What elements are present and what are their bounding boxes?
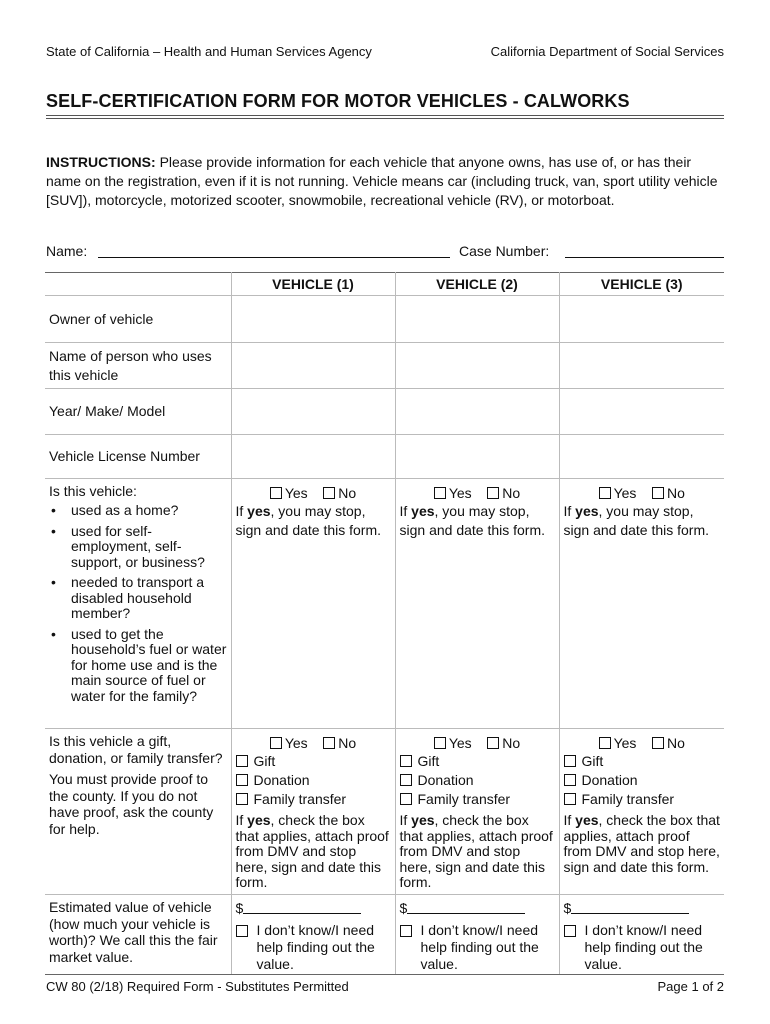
department-name: California Department of Social Services: [490, 44, 724, 59]
exempt-question: Is this vehicle:: [49, 483, 137, 499]
owner-vehicle-3[interactable]: [559, 296, 724, 343]
value-input-2[interactable]: [407, 901, 525, 914]
donation-option-label: Donation: [417, 772, 474, 788]
dont-know-checkbox-3[interactable]: [564, 925, 576, 937]
no-label: No: [667, 735, 685, 751]
form-id: CW 80 (2/18) Required Form - Substitutes Permitted: [46, 979, 349, 994]
note-suffix: , check the box that applies, attach proof from DMV and stop here, sign and date this form.: [399, 812, 553, 890]
exempt-no-checkbox-3[interactable]: [652, 487, 664, 499]
instructions-label: INSTRUCTIONS:: [46, 154, 156, 170]
note-suffix: , check the box that applies, attach proof from DMV and stop here, sign and date this form.: [235, 812, 389, 890]
note-bold: yes: [411, 503, 435, 519]
family-transfer-checkbox-1[interactable]: [236, 793, 248, 805]
agency-name: State of California – Health and Human Services Agency: [46, 44, 372, 59]
case-number-label: Case Number:: [459, 243, 550, 259]
user-label-line1: Name of person who uses: [49, 347, 212, 364]
value-input-1[interactable]: [243, 901, 361, 914]
gift-checkbox-2[interactable]: [400, 755, 412, 767]
case-number-input[interactable]: [565, 257, 724, 258]
owner-vehicle-2[interactable]: [395, 296, 559, 343]
year-make-model-vehicle-1[interactable]: [231, 389, 395, 435]
value-question: Estimated value of vehicle (how much your vehicle is worth)? We call this the fair market value.: [49, 899, 218, 965]
yes-label: Yes: [613, 485, 637, 501]
gift-option-label: Gift: [253, 753, 276, 769]
gift-yes-checkbox-1[interactable]: [270, 737, 282, 749]
user-vehicle-2[interactable]: [395, 343, 559, 389]
gift-checkbox-1[interactable]: [236, 755, 248, 767]
license-vehicle-2[interactable]: [395, 435, 559, 479]
family-transfer-checkbox-3[interactable]: [564, 793, 576, 805]
gift-option-label: Gift: [581, 753, 604, 769]
exempt-yes-checkbox-2[interactable]: [434, 487, 446, 499]
instructions-text: Please provide information for each vehicle that anyone owns, has use of, or has their name on the registration, even if it is not running. Vehicle means car (including truck, van, sport utility vehicle [SUV]), motorcycle, motorized scooter, snowmobile, recreational vehicle (RV), or motorboat.: [46, 154, 718, 208]
donation-option-label: Donation: [253, 772, 310, 788]
no-label: No: [502, 735, 521, 751]
exempt-bullet-business: • used for self-employment, self-support, or business?: [49, 524, 227, 571]
yes-label: Yes: [284, 735, 308, 751]
year-make-model-label: Year/ Make/ Model: [49, 403, 166, 419]
license-label: Vehicle License Number: [49, 448, 200, 464]
dollar-sign: $: [399, 900, 408, 916]
exempt-no-checkbox-1[interactable]: [323, 487, 335, 499]
user-vehicle-3[interactable]: [559, 343, 724, 389]
name-label: Name:: [46, 243, 88, 259]
donation-checkbox-1[interactable]: [236, 774, 248, 786]
user-label: [45, 347, 231, 385]
family-transfer-option-label: Family transfer: [253, 791, 347, 807]
year-make-model-vehicle-3[interactable]: [559, 389, 724, 435]
yes-label: Yes: [448, 735, 472, 751]
user-label-line2: this vehicle: [49, 366, 119, 383]
family-transfer-option-label: Family transfer: [581, 791, 675, 807]
note-prefix: If: [235, 503, 248, 519]
dont-know-label: I don’t know/I need help finding out the value.: [420, 922, 539, 972]
note-bold: yes: [247, 503, 271, 519]
gift-checkbox-3[interactable]: [564, 755, 576, 767]
exempt-yes-checkbox-3[interactable]: [599, 487, 611, 499]
dont-know-checkbox-1[interactable]: [236, 925, 248, 937]
user-vehicle-1[interactable]: [231, 343, 395, 389]
title-rule: [46, 115, 724, 116]
gift-vehicle-2: [396, 729, 559, 891]
column-label-header: [45, 273, 231, 296]
donation-checkbox-3[interactable]: [564, 774, 576, 786]
exempt-vehicle-2: [396, 479, 559, 540]
exempt-vehicle-1: [232, 479, 395, 540]
gift-no-checkbox-1[interactable]: [323, 737, 335, 749]
note-bold: yes: [411, 812, 435, 828]
exempt-bullet-disabled: • needed to transport a disabled household member?: [49, 575, 227, 622]
note-prefix: If: [563, 812, 576, 828]
donation-option-label: Donation: [581, 772, 638, 788]
dont-know-label: I don’t know/I need help finding out the value.: [256, 922, 375, 972]
gift-yes-checkbox-3[interactable]: [599, 737, 611, 749]
value-input-3[interactable]: [571, 901, 689, 914]
note-suffix: , you may stop, sign and date this form.: [399, 503, 546, 538]
vehicle-1-header: VEHICLE (1): [231, 273, 395, 296]
owner-vehicle-1[interactable]: [231, 296, 395, 343]
gift-question: Is this vehicle a gift, donation, or family transfer?: [49, 733, 223, 766]
gift-vehicle-3: [560, 729, 725, 875]
license-vehicle-1[interactable]: [231, 435, 395, 479]
no-label: No: [338, 485, 357, 501]
note-prefix: If: [399, 503, 412, 519]
family-transfer-checkbox-2[interactable]: [400, 793, 412, 805]
owner-label: Owner of vehicle: [49, 310, 154, 327]
value-vehicle-2: [396, 895, 559, 973]
vehicle-table: [45, 272, 724, 975]
dont-know-checkbox-2[interactable]: [400, 925, 412, 937]
gift-proof-text: You must provide proof to the county. If you do not have proof, ask the county for help.: [49, 771, 214, 837]
note-bold: yes: [575, 503, 599, 519]
gift-vehicle-1: [232, 729, 395, 891]
page-number: Page 1 of 2: [657, 979, 724, 994]
donation-checkbox-2[interactable]: [400, 774, 412, 786]
note-suffix: , check the box that applies, attach proof from DMV and stop here, sign and date this form.: [563, 812, 720, 875]
exempt-yes-checkbox-1[interactable]: [270, 487, 282, 499]
value-vehicle-1: [232, 895, 395, 973]
note-suffix: , you may stop, sign and date this form.: [235, 503, 382, 538]
form-title: SELF-CERTIFICATION FORM FOR MOTOR VEHICLES - CALWORKS: [46, 91, 630, 111]
note-bold: yes: [575, 812, 599, 828]
no-label: No: [338, 735, 357, 751]
exempt-bullet-home: • used as a home?: [49, 503, 227, 519]
yes-label: Yes: [448, 485, 472, 501]
dollar-sign: $: [563, 900, 572, 916]
gift-yes-checkbox-2[interactable]: [434, 737, 446, 749]
gift-no-checkbox-2[interactable]: [487, 737, 499, 749]
instructions: [46, 153, 726, 210]
title-rule-2: [46, 118, 724, 119]
gift-option-label: Gift: [417, 753, 440, 769]
note-prefix: If: [235, 812, 248, 828]
exempt-bullet-fuel: • used to get the household’s fuel or water for home use and is the main source of fuel or water for the family?: [49, 627, 227, 705]
license-vehicle-3[interactable]: [559, 435, 724, 479]
exempt-vehicle-3: [560, 479, 725, 540]
dollar-sign: $: [235, 900, 244, 916]
vehicle-2-header: VEHICLE (2): [395, 273, 559, 296]
note-prefix: If: [399, 812, 412, 828]
year-make-model-vehicle-2[interactable]: [395, 389, 559, 435]
family-transfer-option-label: Family transfer: [417, 791, 511, 807]
note-bold: yes: [247, 812, 271, 828]
vehicle-3-header: VEHICLE (3): [559, 273, 724, 296]
value-vehicle-3: [560, 895, 725, 973]
no-label: No: [502, 485, 521, 501]
name-input[interactable]: [98, 257, 450, 258]
exempt-no-checkbox-2[interactable]: [487, 487, 499, 499]
dont-know-label: I don’t know/I need help finding out the value.: [584, 922, 703, 972]
yes-label: Yes: [284, 485, 308, 501]
note-prefix: If: [563, 503, 576, 519]
no-label: No: [667, 485, 685, 501]
gift-no-checkbox-3[interactable]: [652, 737, 664, 749]
yes-label: Yes: [613, 735, 637, 751]
note-suffix: , you may stop, sign and date this form.: [563, 503, 710, 538]
